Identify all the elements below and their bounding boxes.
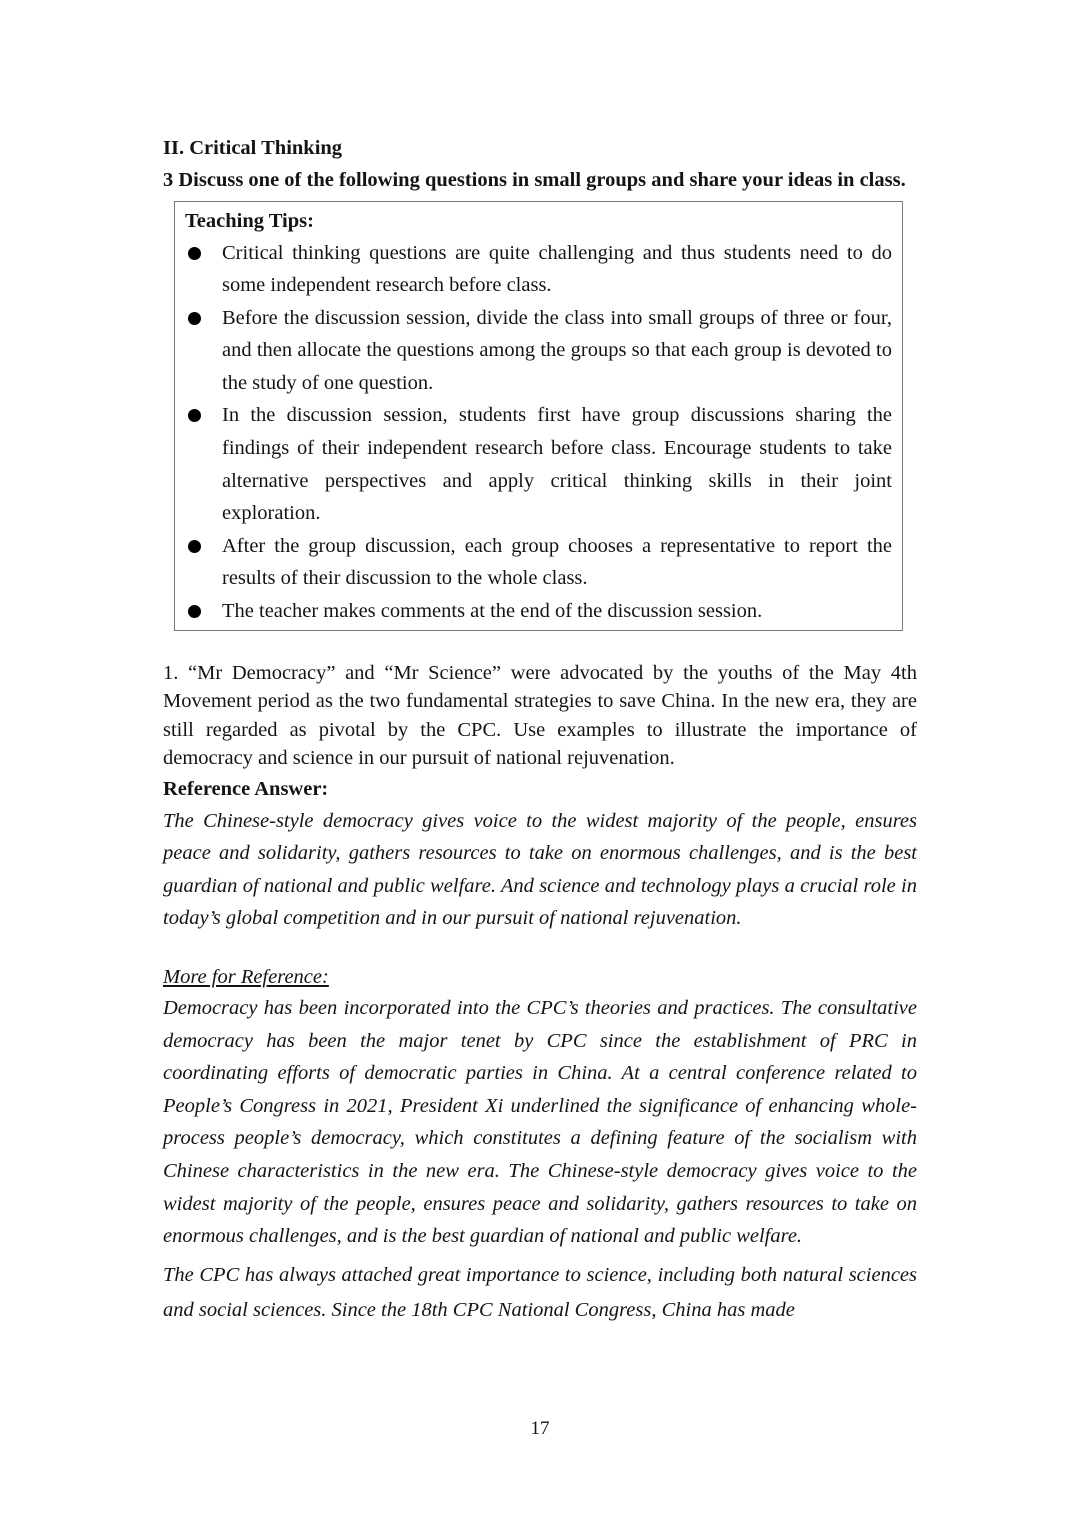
bullet-icon bbox=[188, 312, 201, 325]
more-reference-paragraph: The CPC has always attached great importance to science, including both natural sciences and social sciences. Since the 18th CPC National Congress, China has made bbox=[163, 1263, 917, 1322]
bullet-icon bbox=[188, 540, 201, 553]
tip-item bbox=[185, 530, 892, 595]
bullet-icon bbox=[188, 409, 201, 422]
tip-text: In the discussion session, students first have group discussions sharing the findings of their independent research before class. Encourage students to take alternative perspectives and apply critical thinking skills in their joint exploration. bbox=[222, 404, 892, 525]
teaching-tips-box bbox=[174, 201, 903, 631]
teaching-tips-list bbox=[185, 237, 892, 628]
more-for-reference-label: More for Reference: bbox=[163, 966, 329, 988]
bullet-icon bbox=[188, 247, 201, 260]
teaching-tips-title: Teaching Tips: bbox=[185, 209, 314, 232]
reference-answer-label: Reference Answer: bbox=[163, 777, 329, 800]
page-number: 17 bbox=[530, 1418, 550, 1439]
question-1: 1. “Mr Democracy” and “Mr Science” were advocated by the youths of the May 4th Movement period as the two fundamental strategies to save China. In the new era, they are still regarded as pivotal by the CPC. Use examples to illustrate the importance of democracy and science in our pursuit of national rejuvenation. bbox=[163, 661, 917, 770]
task-instruction: 3 Discuss one of the following questions in small groups and share your ideas in class. bbox=[163, 169, 906, 191]
tip-item bbox=[185, 302, 892, 400]
tip-text: After the group discussion, each group chooses a representative to report the results of their discussion to the whole class. bbox=[222, 534, 892, 590]
tip-text: Before the discussion session, divide the class into small groups of three or four, and then allocate the questions among the groups so that each group is devoted to the study of one question. bbox=[222, 306, 892, 394]
tip-item bbox=[185, 399, 892, 529]
section-heading: II. Critical Thinking bbox=[163, 137, 343, 159]
document-page bbox=[163, 132, 917, 1329]
tip-item bbox=[185, 595, 892, 628]
reference-answer-text: The Chinese-style democracy gives voice to the widest majority of the people, ensures peace and solidarity, gathers resources to take on enormous challenges, and is the best guardian of national and public welfare. And science and technology plays a crucial role in today’s global competition and in our pursuit of national rejuvenation. bbox=[163, 809, 917, 930]
tip-text: Critical thinking questions are quite challenging and thus students need to do some independent research before class. bbox=[222, 241, 892, 297]
bullet-icon bbox=[188, 605, 201, 618]
more-reference-paragraph: Democracy has been incorporated into the CPC’s theories and practices. The consultative democracy has been the major tenet by CPC since the establishment of PRC in coordinating efforts of democratic parties in China. At a central conference related to People’s Congress in 2021, President Xi underlined the significance of enhancing whole-process people’s democracy, which constitutes a defining feature of the socialism with Chinese characteristics in the new era. The Chinese-style democracy gives voice to the widest majority of the people, ensures peace and solidarity, gathers resources to take on enormous challenges, and is the best guardian of national and public welfare. bbox=[163, 997, 917, 1248]
tip-item bbox=[185, 237, 892, 302]
tip-text: The teacher makes comments at the end of the discussion session. bbox=[222, 600, 763, 623]
